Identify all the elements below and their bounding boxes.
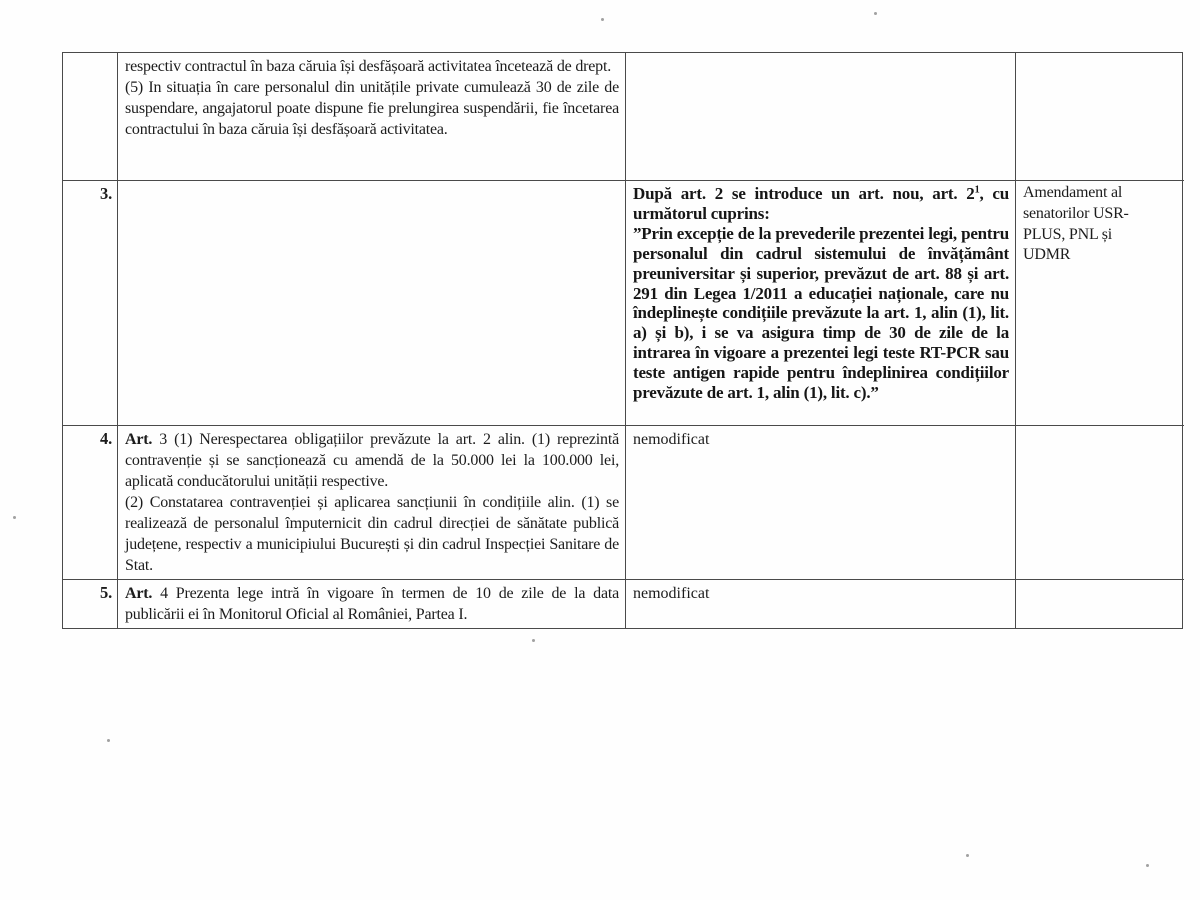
attribution-text: Amendament al senatorilor USR-PLUS, PNL și UDMR xyxy=(1023,184,1129,264)
scan-speck xyxy=(13,516,16,519)
row-number: 5. xyxy=(100,583,112,602)
scan-speck xyxy=(107,739,110,742)
row3-attribution-cell xyxy=(1016,426,1184,580)
amendment-intro-tail: , cu următorul cuprins: xyxy=(633,184,1010,223)
law-paragraph: (5) In situația în care personalul din unitățile private cumulează 30 de zile de suspendare, angajatorul poate dispune fie prelungirea suspendării, fie încetarea contractului în baza căruia își desfășoară activitatea. xyxy=(125,79,619,138)
article-lead: Art. xyxy=(125,431,153,448)
scan-speck xyxy=(1146,864,1149,867)
row4-attribution-cell xyxy=(1016,580,1184,628)
amendment-status-text: nemodificat xyxy=(633,431,710,448)
scan-speck xyxy=(601,18,604,21)
row2-amendment-cell xyxy=(626,181,1016,426)
row2-law-text-cell xyxy=(118,181,626,426)
law-paragraph: (2) Constatarea contravenției și aplicarea sancțiunii în condițiile alin. (1) se realizează de personalul împuternicit din cadrul direcției de sănătate publică județene, respectiv a municipiului București și din cadrul Inspecției Sanitare de Stat. xyxy=(125,494,619,574)
row-number: 4. xyxy=(100,429,112,448)
law-paragraph-text: 3 (1) Nerespectarea obligațiilor prevăzute la art. 2 alin. (1) reprezintă contravenție și se sancționează cu amendă de la 50.000 lei la 100.000 lei, aplicată conducătorului unității respective. xyxy=(125,431,619,490)
law-paragraph-text: 4 Prezenta lege intră în vigoare în termen de 10 de zile de la data publicării ei în Monitorul Oficial al României, Partea I. xyxy=(125,585,619,623)
law-paragraph: respectiv contractul în baza căruia își desfășoară activitatea încetează de drept. xyxy=(125,58,611,75)
row4-amendment-cell xyxy=(626,580,1016,628)
row2-number-cell xyxy=(63,181,118,426)
row3-amendment-cell xyxy=(626,426,1016,580)
article-lead: Art. xyxy=(125,585,153,602)
scan-speck xyxy=(874,12,877,15)
amendment-status-text: nemodificat xyxy=(633,585,710,602)
row1-law-text-cell xyxy=(118,53,626,181)
amendment-intro-text: După art. 2 se introduce un art. nou, art. 2 xyxy=(633,184,975,203)
scan-speck xyxy=(532,639,535,642)
amendments-comparison-table xyxy=(62,52,1183,629)
amendment-body-paragraph: ”Prin excepție de la prevederile prezentei legi, pentru personalul din cadrul sistemului de învățământ preuniversitar și superior, prevăzut de art. 88 și art. 291 din Legea 1/2011 a educației naționale, care nu îndeplinește condițiile prevăzute la art. 1, alin (1), lit. a) și b), i se va asigura timp de 30 de zile de la intrarea în vigoare a prezentei legi teste RT-PCR sau teste antigen rapide pentru îndeplinirea condițiilor prevăzute de art. 1, alin (1), lit. c).” xyxy=(633,223,1009,403)
row3-law-text-cell xyxy=(118,426,626,580)
row1-number-cell xyxy=(63,53,118,181)
scan-speck xyxy=(966,854,969,857)
superscript-1: 1 xyxy=(974,184,980,196)
law-paragraph xyxy=(125,429,619,492)
row4-law-text-cell xyxy=(118,580,626,628)
row1-amendment-cell xyxy=(626,53,1016,181)
amendment-intro-paragraph xyxy=(633,184,1009,224)
row4-number-cell xyxy=(63,580,118,628)
row-number: 3. xyxy=(100,184,112,203)
row3-number-cell xyxy=(63,426,118,580)
law-paragraph xyxy=(125,583,619,625)
row1-attribution-cell xyxy=(1016,53,1184,181)
row2-attribution-cell xyxy=(1016,181,1184,426)
